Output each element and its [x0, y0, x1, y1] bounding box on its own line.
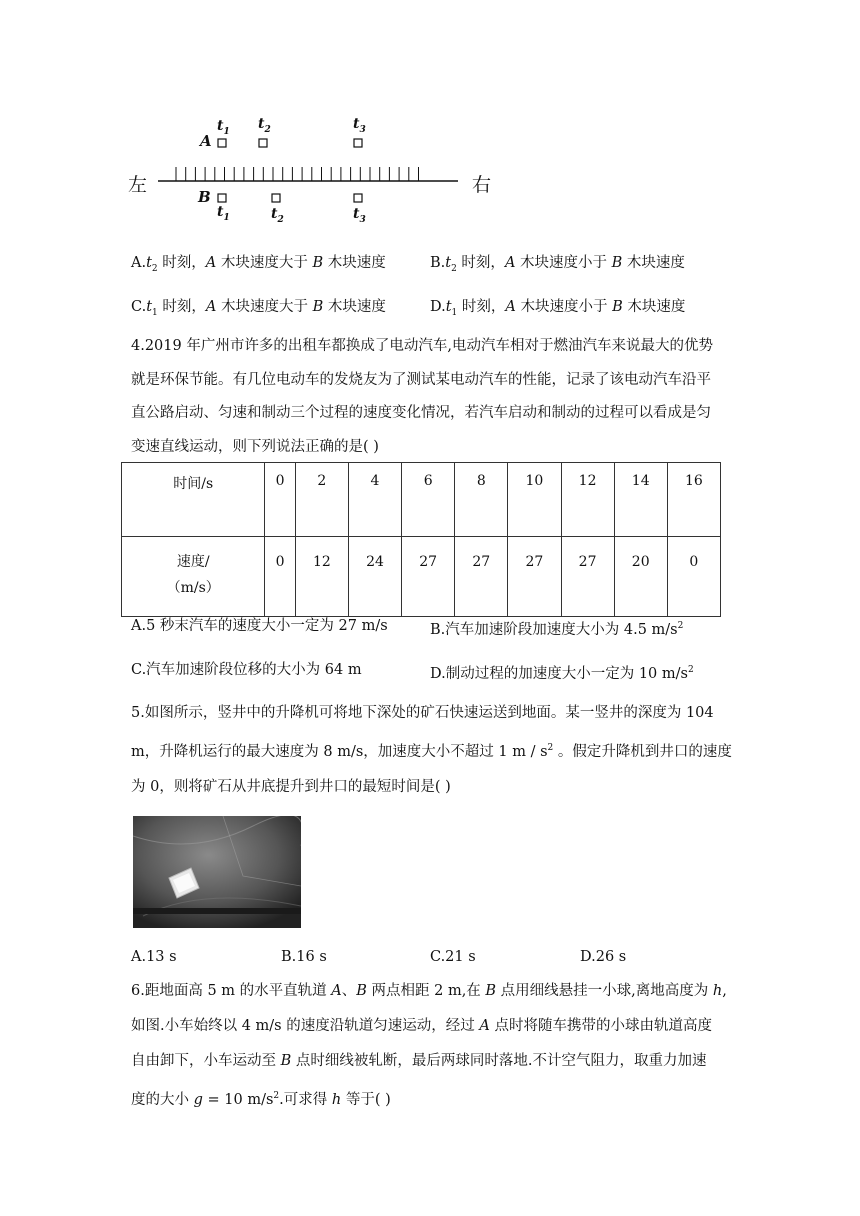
table-cell: 27: [455, 537, 508, 617]
q5-line-2: m，升降机运行的最大速度为 8 m/s，加速度大小不超过 1 m / $s^2$ 。假定升降机到井口的速度: [131, 743, 732, 760]
q5-option-c[interactable]: C.21 s: [430, 949, 476, 965]
q6-line-1: 6.距地面高 5 m 的水平直轨道 A、B 两点相距 2 m,在 B 点用细线悬挂一小球,离地高度为 h,: [131, 983, 727, 999]
q5-line-3: 为 0，则将矿石从井底提升到井口的最短时间是( ): [131, 779, 451, 795]
block-a-t1: [218, 139, 226, 147]
q6-line-3: 自由卸下，小车运动至 B 点时细线被轧断，最后两球同时落地.不计空气阻力，取重力加速: [131, 1053, 707, 1069]
table-row-speed: [122, 537, 721, 617]
table-header-speed: 速度/ （m/s）: [122, 537, 265, 617]
ruler-ticks: [176, 167, 419, 181]
table-cell: 14: [614, 463, 667, 537]
table-header-time: 时间/s: [122, 463, 265, 537]
a-t3-label: $t_3$: [353, 116, 366, 135]
table-cell: 27: [402, 537, 455, 617]
table-cell: 0: [265, 537, 295, 617]
mine-shaft-photo: [133, 816, 301, 928]
table-cell: 27: [508, 537, 561, 617]
q4-option-b[interactable]: B.汽车加速阶段加速度大小为 4.5 $m/s^2$: [430, 621, 684, 638]
table-cell: 2: [295, 463, 348, 537]
table-cell: 16: [667, 463, 720, 537]
b-t3-label: $t_3$: [353, 206, 366, 225]
q3-option-c[interactable]: $C.t_1$ 时刻，A 木块速度大于 B 木块速度: [131, 299, 386, 318]
ruler-diagram: [128, 112, 508, 232]
q3-option-d[interactable]: $D.t_1$ 时刻，A 木块速度小于 B 木块速度: [430, 299, 686, 318]
table-cell: 0: [265, 463, 295, 537]
left-label: 左: [128, 174, 148, 196]
q4-line-1: 4.2019 年广州市许多的出租车都换成了电动汽车,电动汽车相对于燃油汽车来说最大的优势: [131, 338, 713, 354]
block-b-t3: [354, 194, 362, 202]
table-cell: 6: [402, 463, 455, 537]
block-b-t2: [272, 194, 280, 202]
q4-option-c[interactable]: C.汽车加速阶段位移的大小为 64 m: [131, 662, 362, 678]
a-t1-label: $t_1$: [217, 118, 230, 137]
b-t1-label: $t_1$: [217, 204, 230, 223]
q6-line-2: 如图.小车始终以 4 m/s 的速度沿轨道匀速运动，经过 A 点时将随车携带的小球由轨道高度: [131, 1018, 712, 1034]
table-cell: 20: [614, 537, 667, 617]
table-cell: 0: [667, 537, 720, 617]
table-cell: 27: [561, 537, 614, 617]
q4-line-2: 就是环保节能。有几位电动车的发烧友为了测试某电动汽车的性能，记录了该电动汽车沿平: [131, 372, 711, 388]
q3-option-b[interactable]: $B.t_2$ 时刻，A 木块速度小于 B 木块速度: [430, 255, 685, 274]
mine-shaft-image: [133, 816, 301, 928]
a-label: A: [200, 132, 212, 150]
table-cell: 8: [455, 463, 508, 537]
q6-line-4: 度的大小 g = 10 $m/s^2$.可求得 h 等于( ): [131, 1091, 391, 1108]
q4-line-4: 变速直线运动，则下列说法正确的是( ): [131, 439, 379, 455]
b-label: B: [198, 188, 211, 206]
table-cell: 24: [348, 537, 401, 617]
table-cell: 12: [295, 537, 348, 617]
q5-option-b[interactable]: B.16 s: [281, 949, 327, 965]
table-cell: 4: [348, 463, 401, 537]
table-cell: 12: [561, 463, 614, 537]
table-cell: 10: [508, 463, 561, 537]
speed-table: [121, 462, 721, 617]
ruler-figure: [128, 112, 508, 232]
q4-option-a[interactable]: A.5 秒末汽车的速度大小一定为 27 m/s: [131, 618, 388, 634]
table-row-time: [122, 463, 721, 537]
q4-line-3: 直公路启动、匀速和制动三个过程的速度变化情况，若汽车启动和制动的过程可以看成是匀: [131, 405, 711, 421]
a-t2-label: $t_2$: [258, 116, 271, 135]
q5-option-a[interactable]: A.13 s: [131, 949, 177, 965]
block-b-t1: [218, 194, 226, 202]
q4-option-d[interactable]: D.制动过程的加速度大小一定为 10 $m/s^2$: [430, 665, 694, 682]
q5-option-d[interactable]: D.26 s: [580, 949, 627, 965]
right-label: 右: [472, 174, 492, 196]
block-a-t3: [354, 139, 362, 147]
q5-line-1: 5.如图所示，竖井中的升降机可将地下深处的矿石快速运送到地面。某一竖井的深度为 104: [131, 705, 714, 721]
block-a-t2: [259, 139, 267, 147]
q3-option-a[interactable]: $A.t_2$ 时刻，A 木块速度大于 B 木块速度: [131, 255, 386, 274]
b-t2-label: $t_2$: [271, 206, 284, 225]
